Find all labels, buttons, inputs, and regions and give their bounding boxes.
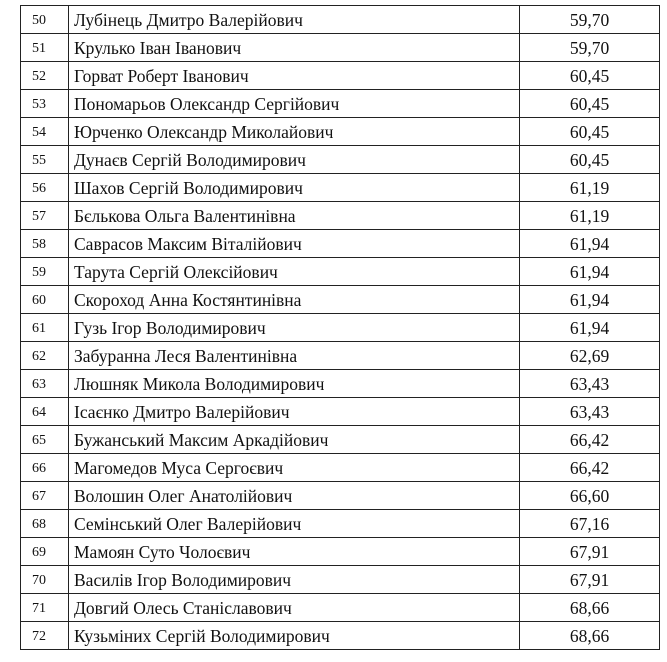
score-text: 62,69 (569, 346, 610, 366)
table-row (21, 6, 660, 34)
full-name-cell (69, 146, 520, 174)
score-cell (520, 62, 660, 90)
row-number-cell (21, 118, 69, 146)
score-cell (520, 342, 660, 370)
score-cell (520, 482, 660, 510)
full-name-cell (69, 286, 520, 314)
table-row (21, 538, 660, 566)
full-name-text: Юрченко Олександр Миколайович (74, 122, 334, 142)
full-name-cell (69, 370, 520, 398)
table-row (21, 594, 660, 622)
full-name-cell (69, 426, 520, 454)
full-name-cell (69, 482, 520, 510)
results-table-body (21, 6, 660, 650)
table-row (21, 314, 660, 342)
score-text: 61,19 (569, 206, 610, 226)
full-name-text: Мамоян Суто Чолоєвич (74, 542, 251, 562)
full-name-cell (69, 90, 520, 118)
row-number-cell (21, 482, 69, 510)
row-number-text: 59 (32, 264, 46, 280)
full-name-text: Кузьміних Сергій Володимирович (74, 626, 330, 646)
full-name-text: Довгий Олесь Станіславович (74, 598, 292, 618)
row-number-cell (21, 566, 69, 594)
full-name-text: Ісаєнко Дмитро Валерійович (74, 402, 290, 422)
score-text: 59,70 (569, 38, 610, 58)
score-cell (520, 286, 660, 314)
row-number-text: 68 (32, 516, 46, 532)
row-number-text: 61 (32, 320, 46, 336)
full-name-cell (69, 6, 520, 34)
score-cell (520, 622, 660, 650)
full-name-text: Семінський Олег Валерійович (74, 514, 302, 534)
score-text: 60,45 (569, 122, 610, 142)
score-text: 59,70 (569, 10, 610, 30)
table-row (21, 230, 660, 258)
score-text: 61,94 (569, 290, 610, 310)
row-number-text: 57 (32, 208, 46, 224)
full-name-cell (69, 342, 520, 370)
row-number-cell (21, 90, 69, 118)
full-name-cell (69, 34, 520, 62)
full-name-cell (69, 566, 520, 594)
full-name-cell (69, 398, 520, 426)
row-number-cell (21, 426, 69, 454)
row-number-text: 52 (32, 68, 46, 84)
score-text: 67,91 (569, 570, 610, 590)
score-text: 68,66 (569, 626, 610, 646)
table-row (21, 62, 660, 90)
full-name-text: Крулько Іван Іванович (74, 38, 242, 58)
row-number-text: 53 (32, 96, 46, 112)
row-number-cell (21, 510, 69, 538)
full-name-cell (69, 510, 520, 538)
score-text: 63,43 (569, 374, 610, 394)
full-name-text: Пономарьов Олександр Сергійович (74, 94, 340, 114)
score-text: 67,16 (569, 514, 610, 534)
score-text: 68,66 (569, 598, 610, 618)
score-cell (520, 566, 660, 594)
table-row (21, 342, 660, 370)
table-row (21, 622, 660, 650)
full-name-text: Магомедов Муса Сергоєвич (74, 458, 284, 478)
score-text: 66,42 (569, 430, 610, 450)
score-text: 61,94 (569, 262, 610, 282)
row-number-cell (21, 594, 69, 622)
score-cell (520, 258, 660, 286)
full-name-cell (69, 622, 520, 650)
row-number-cell (21, 370, 69, 398)
score-cell (520, 398, 660, 426)
score-cell (520, 90, 660, 118)
table-row (21, 454, 660, 482)
score-text: 61,94 (569, 234, 610, 254)
row-number-text: 63 (32, 376, 46, 392)
row-number-cell (21, 314, 69, 342)
full-name-text: Бужанський Максим Аркадійович (74, 430, 329, 450)
row-number-text: 50 (32, 12, 46, 28)
table-row (21, 566, 660, 594)
full-name-cell (69, 454, 520, 482)
row-number-text: 66 (32, 460, 46, 476)
table-row (21, 146, 660, 174)
row-number-text: 72 (32, 628, 46, 644)
full-name-text: Волошин Олег Анатолійович (74, 486, 293, 506)
full-name-cell (69, 594, 520, 622)
row-number-text: 70 (32, 572, 46, 588)
score-text: 63,43 (569, 402, 610, 422)
row-number-cell (21, 230, 69, 258)
row-number-cell (21, 258, 69, 286)
score-cell (520, 146, 660, 174)
table-row (21, 118, 660, 146)
full-name-text: Бєлькова Ольга Валентинівна (74, 206, 296, 226)
row-number-cell (21, 202, 69, 230)
row-number-text: 65 (32, 432, 46, 448)
score-cell (520, 426, 660, 454)
full-name-cell (69, 230, 520, 258)
row-number-text: 54 (32, 124, 46, 140)
table-row (21, 510, 660, 538)
row-number-cell (21, 622, 69, 650)
table-row (21, 202, 660, 230)
row-number-text: 64 (32, 404, 46, 420)
score-cell (520, 174, 660, 202)
row-number-cell (21, 62, 69, 90)
score-cell (520, 370, 660, 398)
table-row (21, 174, 660, 202)
full-name-cell (69, 314, 520, 342)
full-name-text: Лубінець Дмитро Валерійович (74, 10, 303, 30)
row-number-cell (21, 34, 69, 62)
score-cell (520, 454, 660, 482)
full-name-cell (69, 202, 520, 230)
full-name-text: Василів Ігор Володимирович (74, 570, 292, 590)
row-number-text: 60 (32, 292, 46, 308)
score-text: 66,60 (569, 486, 610, 506)
score-cell (520, 34, 660, 62)
score-cell (520, 118, 660, 146)
full-name-text: Саврасов Максим Віталійович (74, 234, 302, 254)
table-row (21, 370, 660, 398)
table-row (21, 258, 660, 286)
score-cell (520, 202, 660, 230)
row-number-cell (21, 342, 69, 370)
score-cell (520, 510, 660, 538)
full-name-cell (69, 118, 520, 146)
full-name-cell (69, 62, 520, 90)
table-row (21, 398, 660, 426)
full-name-cell (69, 174, 520, 202)
full-name-text: Люшняк Микола Володимирович (74, 374, 325, 394)
score-text: 67,91 (569, 542, 610, 562)
full-name-text: Скороход Анна Костянтинівна (74, 290, 302, 310)
score-text: 60,45 (569, 150, 610, 170)
table-row (21, 482, 660, 510)
row-number-cell (21, 6, 69, 34)
score-text: 60,45 (569, 94, 610, 114)
row-number-text: 55 (32, 152, 46, 168)
row-number-text: 56 (32, 180, 46, 196)
score-cell (520, 594, 660, 622)
score-text: 60,45 (569, 66, 610, 86)
row-number-text: 67 (32, 488, 46, 504)
row-number-text: 51 (32, 40, 46, 56)
table-row (21, 426, 660, 454)
row-number-cell (21, 286, 69, 314)
full-name-text: Горват Роберт Іванович (74, 66, 249, 86)
table-row (21, 90, 660, 118)
row-number-cell (21, 454, 69, 482)
row-number-text: 58 (32, 236, 46, 252)
row-number-cell (21, 146, 69, 174)
row-number-text: 71 (32, 600, 46, 616)
full-name-text: Гузь Ігор Володимирович (74, 318, 266, 338)
full-name-text: Забуранна Леся Валентинівна (74, 346, 298, 366)
full-name-text: Тарута Сергій Олексійович (74, 262, 278, 282)
table-row (21, 34, 660, 62)
table-row (21, 286, 660, 314)
score-text: 66,42 (569, 458, 610, 478)
score-cell (520, 538, 660, 566)
score-text: 61,94 (569, 318, 610, 338)
row-number-cell (21, 538, 69, 566)
full-name-cell (69, 538, 520, 566)
full-name-text: Шахов Сергій Володимирович (74, 178, 303, 198)
score-cell (520, 230, 660, 258)
score-cell (520, 314, 660, 342)
row-number-text: 62 (32, 348, 46, 364)
row-number-text: 69 (32, 544, 46, 560)
row-number-cell (21, 174, 69, 202)
full-name-text: Дунаєв Сергій Володимирович (74, 150, 306, 170)
score-text: 61,19 (569, 178, 610, 198)
score-cell (520, 6, 660, 34)
results-table (20, 5, 660, 650)
full-name-cell (69, 258, 520, 286)
row-number-cell (21, 398, 69, 426)
